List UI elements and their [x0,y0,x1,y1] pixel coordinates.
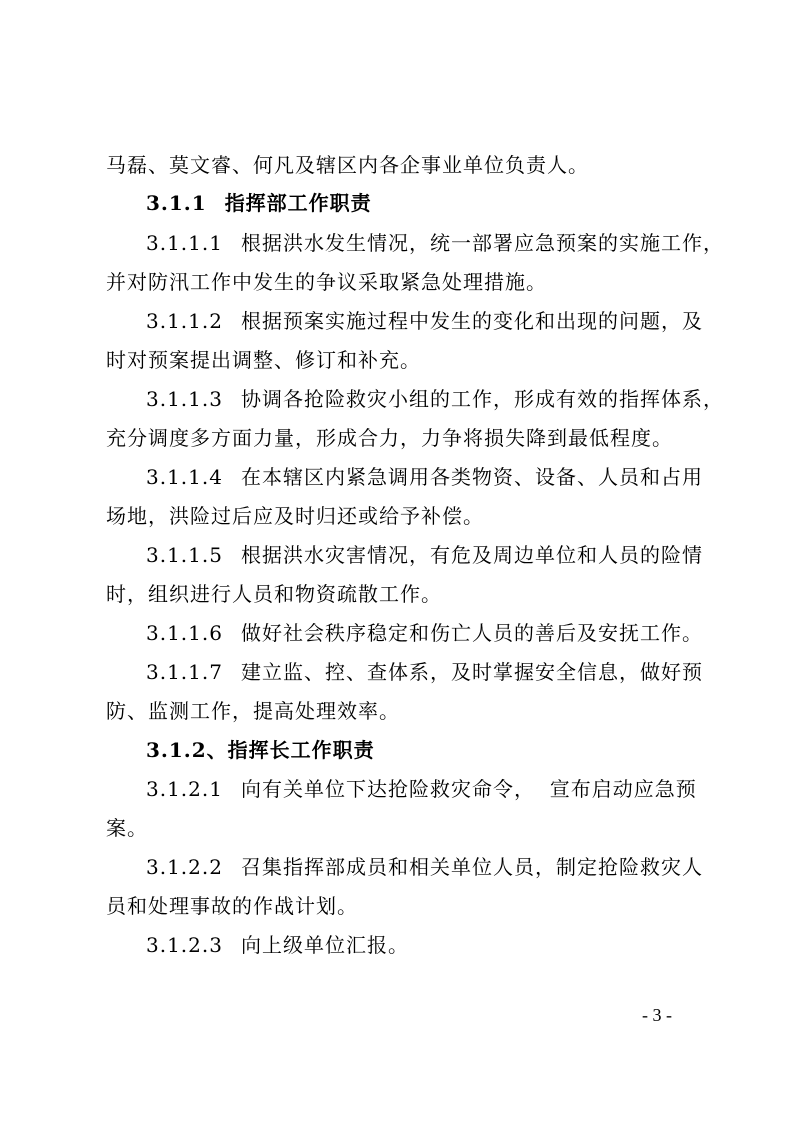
clause-text: 根据预案实施过程中发生的变化和出现的问题，及 [240,309,703,333]
section-number: 3.1.1 [146,191,207,215]
clause-number: 3.1.1.5 [146,543,223,567]
clause-text: 在本辖区内紧急调用各类物资、设备、人员和占用 [240,465,703,489]
clause-number: 3.1.2.3 [146,933,223,957]
clause-text: 建立监、控、查体系，及时掌握安全信息，做好预 [240,660,703,684]
clause-number: 3.1.1.2 [146,309,223,333]
clause-number: 3.1.1.7 [146,660,223,684]
clause-3-1-1-1-line1 [146,229,724,257]
section-heading-3-1-2: 3.1.2、指挥长工作职责 [146,738,375,762]
clause-3-1-1-1-line2: 并对防汛工作中发生的争议采取紧急处理措施。 [106,270,547,294]
clause-number: 3.1.1.1 [146,231,223,255]
clause-3-1-1-7-line2: 防、监测工作，提高处理效率。 [106,699,400,723]
clause-text: 根据洪水灾害情况，有危及周边单位和人员的险情 [240,543,703,567]
clause-text: 向有关单位下达抢险救灾命令， 宣布启动应急预 [240,777,697,801]
clause-3-1-1-4-line1 [146,463,703,491]
clause-3-1-2-2-line1 [146,853,703,881]
clause-3-1-1-3-line1 [146,385,724,413]
clause-3-1-2-2-line2: 员和处理事故的作战计划。 [106,894,358,918]
section-title: 指挥部工作职责 [224,191,372,215]
clause-3-1-1-5-line2: 时，组织进行人员和物资疏散工作。 [106,582,442,606]
intro-tail-text: 马磊、莫文睿、何凡及辖区内各企事业单位负责人。 [106,153,589,177]
clause-3-1-2-3-line1 [146,931,409,959]
clause-3-1-1-5-line1 [146,541,703,569]
clause-number: 3.1.1.4 [146,465,223,489]
clause-3-1-1-2-line1 [146,307,703,335]
clause-text: 根据洪水发生情况，统一部署应急预案的实施工作， [240,231,724,255]
clause-text: 向上级单位汇报。 [240,933,409,957]
clause-3-1-1-7-line1 [146,658,703,686]
page-number: - 3 - [642,1005,672,1025]
clause-3-1-1-4-line2: 场地，洪险过后应及时归还或给予补偿。 [106,504,484,528]
clause-text: 召集指挥部成员和相关单位人员，制定抢险救灾人 [240,855,703,879]
clause-3-1-1-6-line1 [146,619,703,647]
clause-text: 协调各抢险救灾小组的工作，形成有效的指挥体系， [240,387,724,411]
clause-3-1-2-1-line2: 案。 [106,816,148,840]
clause-3-1-2-1-line1 [146,775,697,803]
clause-number: 3.1.1.6 [146,621,223,645]
clause-3-1-1-3-line2: 充分调度多方面力量，形成合力，力争将损失降到最低程度。 [106,426,673,450]
clause-number: 3.1.1.3 [146,387,223,411]
clause-number: 3.1.2.1 [146,777,223,801]
section-heading-3-1-1 [146,189,372,217]
clause-number: 3.1.2.2 [146,855,223,879]
clause-3-1-1-2-line2: 时对预案提出调整、修订和补充。 [106,348,421,372]
clause-text: 做好社会秩序稳定和伤亡人员的善后及安抚工作。 [240,621,703,645]
